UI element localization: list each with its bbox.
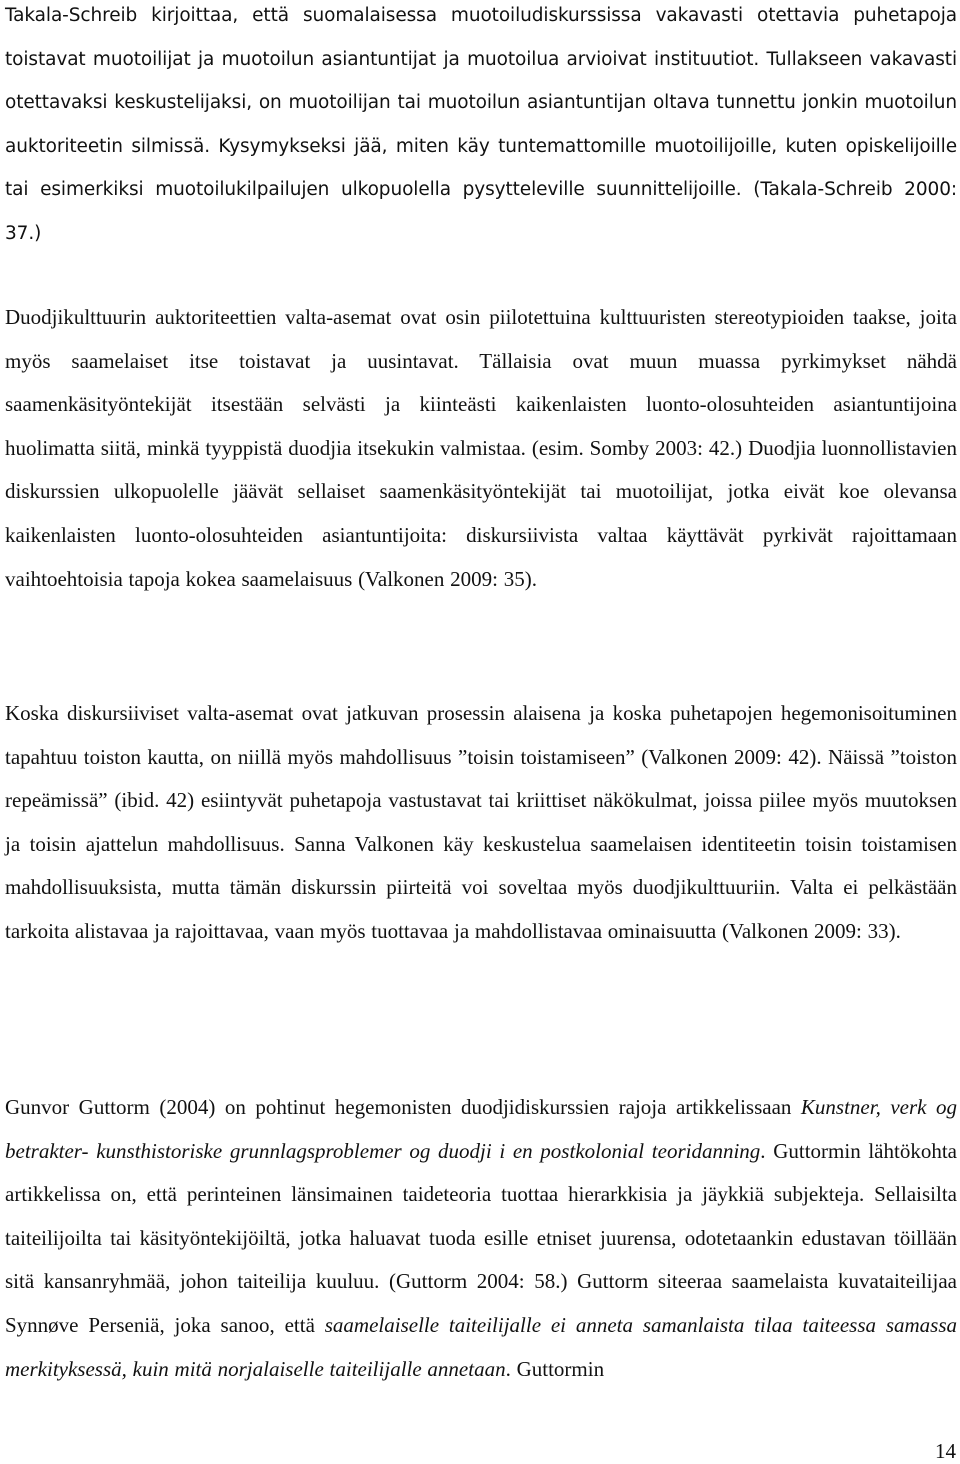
paragraph-takala-schreib [5, 0, 957, 256]
paragraph-text: Koska diskursiiviset valta-asemat ovat jatkuvan prosessin alaisena ja koska puhetapojen hegemonisoituminen tapahtuu toiston kautta, on niillä myös mahdollisuus ”toisin toistamiseen” (Valkonen 2009: 42). Näissä ”toiston repeämissä” (ibid. 42) esiintyvät puhetapoja vastustavat tai kriittiset näkökulmat, joissa piilee myös muutoksen ja toisin ajattelun mahdollisuus. Sanna Valkonen käy keskustelua saamelaisen identiteetin toisin toistamisen mahdollisuuksista, mutta tämän diskurssin piirteitä voi soveltaa myös duodjikulttuuriin. Valta ei pelkästään tarkoita alistavaa ja rajoittavaa, vaan myös tuottavaa ja mahdollistavaa ominaisuutta (Valkonen 2009: 33). [5, 701, 957, 943]
paragraph-diskursiiviset-valta-asemat [5, 692, 957, 954]
article-title: Kunstner, verk og betrakter- kunsthistoriske grunnlagsproblemer og duodji i en postkolonial teoridanning [5, 1095, 957, 1163]
paragraph-text-middle: . Guttormin lähtökohta artikkelissa on, että perinteinen länsimainen taideteoria tuottaa hierarkkisia ja jäykkiä subjekteja. Sellaisilta taiteilijoilta tai käsityöntekijöiltä, jotka haluavat tuoda esille etniset juurensa, odotetaankin edustavan töillään sitä kansanryhmää, johon taiteilija kuuluu. (Guttorm 2004: 58.) Guttorm siteeraa saamelaista kuvataiteilijaa Synnøve Perseniä, joka sanoo, että [5, 1138, 957, 1337]
paragraph-duodjikulttuuri [5, 296, 957, 601]
paragraph-gunvor-guttorm [5, 1086, 957, 1391]
paragraph-text: Duodjikulttuurin auktoriteettien valta-asemat ovat osin piilotettuina kulttuuristen stereotypioiden taakse, joita myös saamelaiset itse toistavat ja uusintavat. Tällaisia ovat muun muassa pyrkimykset nähdä saamenkäsityöntekijät itsestään selvästi ja kiinteästi kaikenlaisten luonto-olosuhteiden asiantuntijoina huolimatta siitä, minkä tyyppistä duodjia itsekukin valmistaa. (esim. Somby 2003: 42.) Duodjia luonnollistavien diskurssien ulkopuolelle jäävät sellaiset saamenkäsityöntekijät tai muotoilijat, jotka eivät koe olevansa kaikenlaisten luonto-olosuhteiden asiantuntijoita: diskursiivista valtaa käyttävät pyrkivät rajoittamaan vaihtoehtoisia tapoja kokea saamelaisuus (Valkonen 2009: 35). [5, 305, 957, 591]
paragraph-text-before-title: Gunvor Guttorm (2004) on pohtinut hegemonisten duodjidiskurssien rajoja artikkelissaan [5, 1095, 801, 1119]
persen-quote: saamelaiselle taiteilijalle ei anneta samanlaista tilaa taiteessa samassa merkityksessä, kuin mitä norjalaiselle taiteilijalle annetaan [5, 1312, 958, 1381]
paragraph-text: Takala-Schreib kirjoittaa, että suomalaisessa muotoiludiskurssissa vakavasti otettavia puhetapoja toistavat muotoilijat ja muotoilun asiantuntijat ja muotoilua arvioivat instituutiot. Tullakseen vakavasti otettavaksi keskustelijaksi, on muotoilijan tai muotoilun asiantuntijan oltava tunnettu jonkin muotoilun auktoriteetin silmissä. Kysymykseksi jää, miten käy tuntemattomille muotoilijoille, kuten opiskelijoille tai esimerkiksi muotoilukilpailujen ulkopuolella pysytteleville suunnittelijoille. (Takala-Schreib 2000: 37.) [5, 5, 957, 244]
page-number: 14 [935, 1439, 956, 1463]
paragraph-text-after: . Guttormin [505, 1356, 605, 1381]
